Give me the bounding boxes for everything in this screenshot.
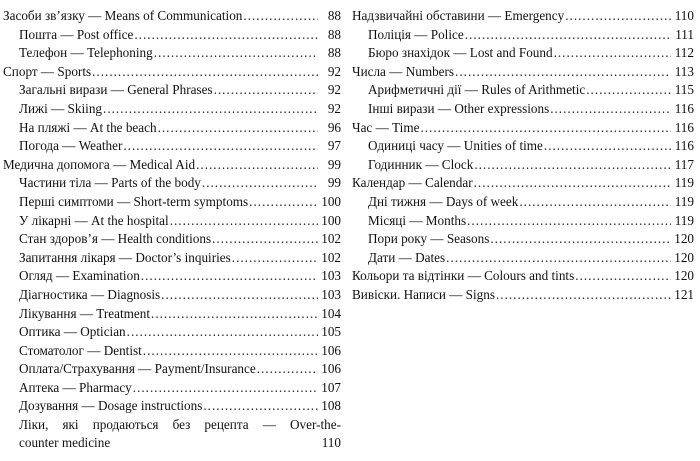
toc-subentry[interactable]: [352, 44, 694, 63]
dot-leader: [474, 156, 671, 175]
toc-entry-label-continued: counter medicine: [19, 435, 111, 451]
toc-entry-label: Пошта — Post office: [19, 26, 134, 42]
toc-entry-label: Оплата/Страхування — Payment/Insurance: [19, 361, 256, 377]
toc-page-number: 106: [321, 361, 341, 377]
toc-page-number: 97: [327, 138, 341, 154]
toc-subentry[interactable]: [3, 342, 341, 361]
dot-leader: [575, 267, 671, 286]
toc-section-entry[interactable]: [3, 7, 341, 26]
toc-subentry[interactable]: [3, 360, 341, 379]
toc-subentry[interactable]: [352, 193, 694, 212]
toc-section-entry[interactable]: [352, 7, 694, 26]
toc-page-number: 99: [327, 156, 341, 172]
toc-subentry[interactable]: [352, 137, 694, 156]
dot-leader: [465, 26, 671, 45]
dot-leader: [467, 212, 671, 231]
toc-left-column: [3, 7, 341, 452]
toc-subentry[interactable]: [3, 174, 341, 193]
dot-leader: [141, 267, 318, 286]
dot-leader: [420, 119, 671, 138]
dot-leader: [446, 249, 671, 268]
toc-entry-label: Календар — Calendar: [352, 175, 473, 191]
toc-subentry[interactable]: [3, 119, 341, 138]
dot-leader: [161, 286, 318, 305]
toc-page-number: 103: [321, 286, 341, 302]
toc-entry-label: Вивіски. Написи — Signs: [352, 286, 495, 302]
toc-entry-label: Стоматолог — Dentist: [19, 342, 142, 358]
dot-leader: [212, 230, 318, 249]
toc-page-number: 121: [674, 286, 694, 302]
dot-leader: [249, 193, 318, 212]
toc-entry-label: Засоби зв’язку — Means of Communication: [3, 8, 243, 23]
toc-subentry[interactable]: [352, 230, 694, 249]
dot-leader: [519, 193, 671, 212]
toc-entry-label: Діагностика — Diagnosis: [19, 286, 161, 302]
toc-section-entry[interactable]: [3, 156, 341, 175]
dot-leader: [455, 63, 671, 82]
toc-page-number: 99: [327, 175, 341, 191]
toc-entry-label: Числа — Numbers: [352, 63, 455, 79]
dot-leader: [202, 174, 318, 193]
toc-subentry[interactable]: [3, 100, 341, 119]
toc-entry-label: Арифметичні дії — Rules of Arithmetic: [368, 82, 586, 98]
toc-page-number: 102: [321, 231, 341, 247]
toc-subentry[interactable]: [3, 230, 341, 249]
toc-page-number: 92: [327, 100, 341, 116]
toc-page-number: 104: [321, 305, 341, 321]
dot-leader: [203, 397, 318, 416]
dot-leader: [550, 100, 671, 119]
toc-entry-label: Перші симптоми — Short-term symptoms: [19, 193, 249, 209]
toc-subentry[interactable]: [3, 212, 341, 231]
toc-right-column: [352, 7, 694, 305]
toc-page-number: 100: [321, 212, 341, 228]
toc-subentry[interactable]: [3, 323, 341, 342]
dot-leader: [158, 119, 318, 138]
toc-page-number: 108: [321, 398, 341, 414]
toc-page-number: 113: [674, 63, 694, 79]
toc-subentry[interactable]: [3, 193, 341, 212]
toc-entry-label: Частини тіла — Parts of the body: [19, 175, 201, 191]
toc-entry-label: Телефон — Telephoning: [19, 45, 153, 61]
toc-page-number: 116: [674, 138, 694, 154]
toc-page-number: 117: [674, 156, 694, 172]
toc-subentry[interactable]: [3, 81, 341, 100]
toc-subentry[interactable]: [3, 305, 341, 324]
toc-entry-label: Поліція — Police: [368, 26, 464, 42]
toc-entry-label: Одиниці часу — Unities of time: [368, 138, 543, 154]
toc-page-number: 110: [321, 435, 341, 451]
toc-section-entry[interactable]: [352, 174, 694, 193]
toc-section-entry[interactable]: [352, 63, 694, 82]
toc-page-number: 100: [321, 193, 341, 209]
toc-entry-label: Кольори та відтінки — Colours and tints: [352, 268, 575, 284]
toc-page-number: 120: [674, 268, 694, 284]
toc-section-entry[interactable]: [3, 63, 341, 82]
toc-subentry[interactable]: [3, 286, 341, 305]
toc-entry-label: Огляд — Examination: [19, 268, 140, 284]
dot-leader: [133, 379, 318, 398]
toc-page-number: 115: [674, 82, 694, 98]
toc-page-number: 116: [674, 119, 694, 135]
toc-entry-label: Погода — Weather: [19, 138, 123, 154]
toc-subentry[interactable]: [3, 44, 341, 63]
toc-section-entry[interactable]: [352, 267, 694, 286]
toc-page-number: 111: [675, 26, 694, 42]
dot-leader: [474, 174, 671, 193]
toc-entry-label: Стан здоров’я — Health conditions: [19, 231, 212, 247]
toc-page-number: 120: [674, 231, 694, 247]
toc-entry-label: Інші вирази — Other expressions: [368, 100, 550, 116]
toc-entry-label: У лікарні — At the hospital: [19, 212, 169, 228]
dot-leader: [490, 230, 671, 249]
toc-entry-label: Оптика — Optician: [19, 324, 126, 340]
toc-entry-label: Загальні вирази — General Phrases: [19, 82, 213, 98]
dot-leader: [170, 212, 318, 231]
toc-subentry[interactable]: [352, 249, 694, 268]
toc-page-number: 92: [327, 63, 341, 79]
dot-leader: [151, 305, 318, 324]
toc-page-number: 105: [321, 324, 341, 340]
toc-subentry[interactable]: [352, 100, 694, 119]
toc-page-number: 119: [674, 193, 694, 209]
toc-entry-label: Медична допомога — Medical Aid: [3, 156, 196, 172]
toc-page-number: 88: [327, 8, 341, 23]
toc-page-number: 116: [674, 100, 694, 116]
toc-entry-label: Ліки, які продаються без рецепта — Over-the-: [19, 417, 341, 433]
toc-page-number: 103: [321, 268, 341, 284]
toc-subentry[interactable]: [3, 267, 341, 286]
toc-section-entry[interactable]: [352, 286, 694, 305]
toc-entry-label: Час — Time: [352, 119, 420, 135]
toc-entry-label: Надзвичайні обставини — Emergency: [352, 8, 565, 23]
toc-subentry[interactable]: [352, 156, 694, 175]
toc-subentry[interactable]: [352, 26, 694, 45]
toc-subentry[interactable]: [352, 81, 694, 100]
dot-leader: [243, 7, 318, 26]
toc-entry-label: Аптека — Pharmacy: [19, 379, 132, 395]
toc-section-entry[interactable]: [352, 119, 694, 138]
toc-entry-label: Пори року — Seasons: [368, 231, 490, 247]
toc-entry-label: Дати — Dates: [368, 249, 446, 265]
toc-page-number: 96: [327, 119, 341, 135]
dot-leader: [123, 137, 318, 156]
dot-leader: [544, 137, 671, 156]
toc-page-number: 88: [327, 26, 341, 42]
toc-page-number: 119: [674, 175, 694, 191]
toc-page-number: 106: [321, 342, 341, 358]
toc-entry-label: Запитання лікаря — Doctor’s inquiries: [19, 249, 231, 265]
toc-page-number: 110: [674, 8, 694, 23]
toc-subentry[interactable]: [3, 26, 341, 45]
dot-leader: [134, 26, 318, 45]
dot-leader: [196, 156, 318, 175]
dot-leader: [257, 360, 318, 379]
dot-leader: [103, 100, 318, 119]
toc-subentry[interactable]: [3, 397, 341, 416]
toc-page-number: 88: [327, 45, 341, 61]
toc-page-number: 112: [674, 45, 694, 61]
toc-subentry[interactable]: [3, 379, 341, 398]
toc-entry-label: Годинник — Clock: [368, 156, 474, 172]
dot-leader: [565, 7, 671, 26]
toc-entry-label: Дозування — Dosage instructions: [19, 398, 203, 414]
toc-entry-label: Лікування — Treatment: [19, 305, 151, 321]
toc-entry-label: Місяці — Months: [368, 212, 467, 228]
toc-page-number: 120: [674, 249, 694, 265]
dot-leader: [496, 286, 671, 305]
dot-leader: [127, 323, 318, 342]
toc-page-number: 107: [321, 379, 341, 395]
toc-entry-label: Лижі — Skiing: [19, 100, 103, 116]
dot-leader: [586, 81, 671, 100]
toc-page-number: 92: [327, 82, 341, 98]
toc-page-number: 102: [321, 249, 341, 265]
dot-leader: [92, 63, 318, 82]
dot-leader: [554, 44, 671, 63]
toc-entry-label: Дні тижня — Days of week: [368, 193, 519, 209]
dot-leader: [214, 81, 318, 100]
dot-leader: [232, 249, 318, 268]
toc-entry-label: Бюро знахідок — Lost and Found: [368, 45, 553, 61]
toc-subentry[interactable]: [3, 137, 341, 156]
toc-subentry-wrapped[interactable]: [3, 416, 341, 452]
toc-entry-label: На пляжі — At the beach: [19, 119, 157, 135]
toc-subentry[interactable]: [352, 212, 694, 231]
toc-page-number: 119: [674, 212, 694, 228]
toc-entry-label: Спорт — Sports: [3, 63, 92, 79]
toc-subentry[interactable]: [3, 249, 341, 268]
dot-leader: [143, 342, 318, 361]
dot-leader: [154, 44, 318, 63]
